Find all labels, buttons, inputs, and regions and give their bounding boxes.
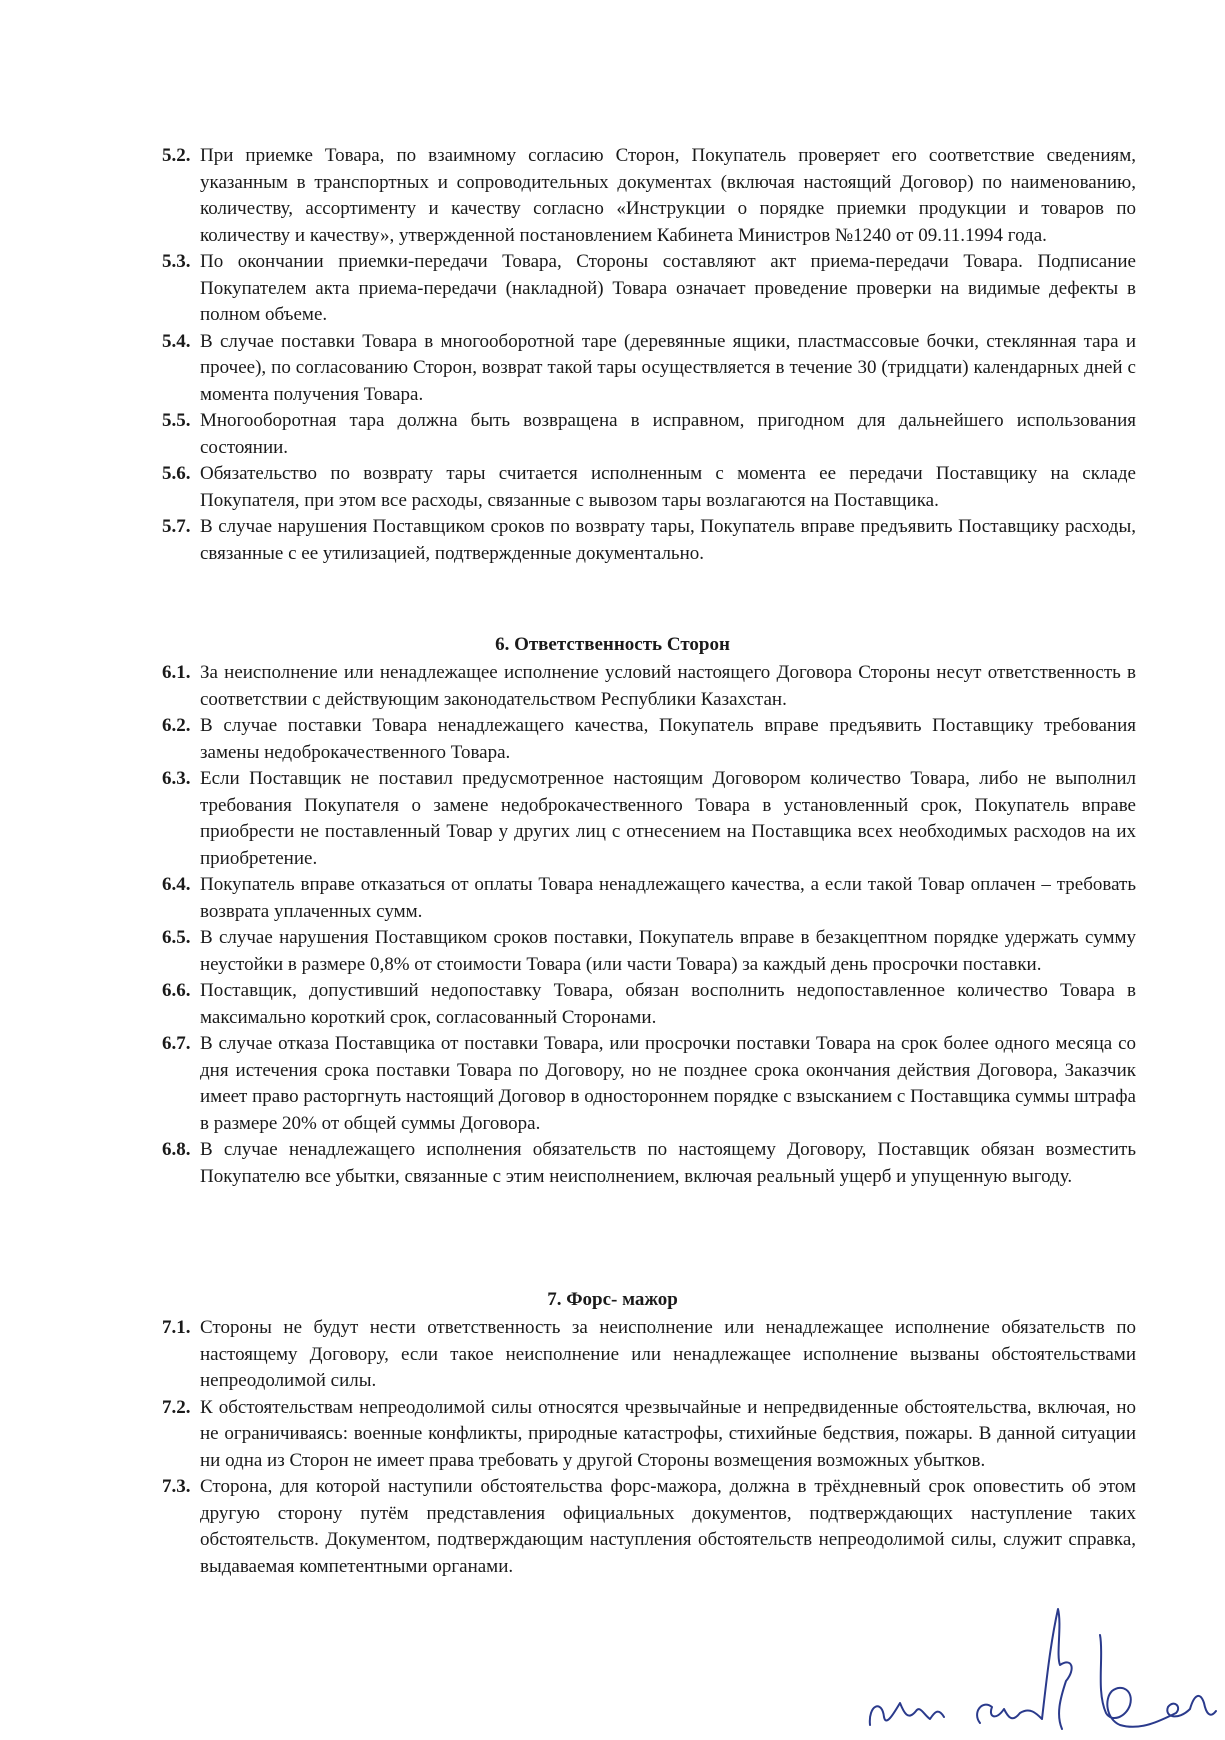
clause-number: 5.5. (162, 410, 191, 431)
clause-text: Поставщик, допустивший недопоставку Товара, обязан восполнить недопоставленное количество Товара в максимально короткий срок, согласованный Сторонами. (200, 980, 1136, 1028)
clause-text: В случае ненадлежащего исполнения обязательств по настоящему Договору, Поставщик обязан возместить Покупателю все убытки, связанные с этим неисполнением, включая реальный ущерб и упущенную выгоду. (200, 1139, 1136, 1187)
clause-number: 6.1. (162, 662, 191, 683)
clause-5-6 (0, 461, 1136, 514)
section-7-heading: 7. Форс- мажор (547, 1289, 678, 1310)
clause-text: При приемке Товара, по взаимному согласию Сторон, Покупатель проверяет его соответствие сведениям, указанным в транспортных и сопроводительных документах (включая настоящий Договор) по наименованию, количеству, ассортименту и качеству согласно «Инструкции о порядке приемки продукции и товаров по количеству и качеству», утвержденной постановлением Кабинета Министров №1240 от 09.11.1994 года. (200, 145, 1136, 246)
clause-6-6 (0, 978, 1136, 1031)
clause-text: В случае поставки Товара ненадлежащего качества, Покупатель вправе предъявить Поставщику требования замены недоброкачественного Товара. (200, 715, 1136, 763)
clause-number: 6.2. (162, 715, 191, 736)
clause-number: 5.6. (162, 463, 191, 484)
clause-text: По окончании приемки-передачи Товара, Стороны составляют акт приема-передачи Товара. Подписание Покупателем акта приема-передачи (накладной) Товара означает проведение проверки на видимые дефекты в полном объеме. (200, 251, 1136, 325)
clause-number: 6.4. (162, 874, 191, 895)
clause-7-3 (0, 1474, 1136, 1580)
clause-6-3 (0, 766, 1136, 872)
clause-number: 7.2. (162, 1396, 191, 1418)
clause-5-7 (0, 514, 1136, 567)
clause-text: Сторона, для которой наступили обстоятельства форс-мажора, должна в трёхдневный срок оповестить об этом другую сторону путём представления официальных документов, подтверждающих наступление таких обстоятельств. Документом, подтверждающим наступления обстоятельств непреодолимой силы, служит справка, выдаваемая компетентными органами. (200, 1476, 1136, 1577)
clause-number: 5.2. (162, 145, 191, 166)
section-6 (0, 660, 1225, 1190)
section-5 (0, 143, 1225, 567)
clause-6-7 (0, 1031, 1136, 1137)
clause-6-1 (0, 660, 1136, 713)
clause-text: Если Поставщик не поставил предусмотренное настоящим Договором количество Товара, либо не выполнил требования Покупателя о замене недоброкачественного Товара в установленный срок, Покупатель вправе приобрести не поставленный Товар у других лиц с отнесением на Поставщика всех необходимых расходов на их приобретение. (200, 768, 1136, 869)
clause-7-1 (0, 1315, 1136, 1395)
clause-text: Многооборотная тара должна быть возвращена в исправном, пригодном для дальнейшего использования состоянии. (200, 410, 1136, 458)
clause-number: 5.7. (162, 516, 191, 537)
clause-text: К обстоятельствам непреодолимой силы относятся чрезвычайные и непредвиденные обстоятельства, включая, но не ограничиваясь: военные конфликты, природные катастрофы, стихийные бедствия, пожары. В данной ситуации ни одна из Сторон не имеет права требовать у другой Стороны возмещения возможных убытков. (200, 1396, 1136, 1471)
signatures-area (860, 1595, 1220, 1735)
clause-number: 6.6. (162, 980, 191, 1001)
clause-6-2 (0, 713, 1136, 766)
clause-number: 6.8. (162, 1139, 191, 1160)
clause-number: 5.4. (162, 330, 191, 352)
clause-number: 6.3. (162, 768, 191, 789)
clause-text: В случае нарушения Поставщиком сроков по возврату тары, Покупатель вправе предъявить Поставщику расходы, связанные с ее утилизацией, подтвержденные документально. (200, 516, 1136, 564)
clause-text: В случае поставки Товара в многооборотной таре (деревянные ящики, пластмассовые бочки, стеклянная тара и прочее), по согласованию Сторон, возврат такой тары осуществляется в течение 30 (тридцати) календарных дней с момента получения Товара. (200, 330, 1136, 405)
signature-3 (1100, 1635, 1216, 1727)
section-6-heading: 6. Ответственность Сторон (495, 634, 730, 655)
clause-6-4 (0, 872, 1136, 925)
clause-text: Покупатель вправе отказаться от оплаты Товара ненадлежащего качества, а если такой Товар оплачен – требовать возврата уплаченных сумм. (200, 874, 1136, 922)
clause-5-5 (0, 408, 1136, 461)
section-7 (0, 1315, 1225, 1580)
clause-5-4 (0, 329, 1136, 409)
signature-2 (977, 1609, 1072, 1729)
clause-5-2 (0, 143, 1136, 249)
clause-text: В случае нарушения Поставщиком сроков поставки, Покупатель вправе в безакцептном порядке удержать сумму неустойки в размере 0,8% от стоимости Товара (или части Товара) за каждый день просрочки поставки. (200, 927, 1136, 975)
clause-number: 6.5. (162, 927, 191, 948)
clause-text: Обязательство по возврату тары считается исполненным с момента ее передачи Поставщику на складе Покупателя, при этом все расходы, связанные с вывозом тары возлагаются на Поставщика. (200, 463, 1136, 511)
clause-6-5 (0, 925, 1136, 978)
signature-1 (870, 1703, 944, 1725)
clause-number: 5.3. (162, 251, 191, 272)
clause-7-2 (0, 1395, 1136, 1475)
clause-text: Стороны не будут нести ответственность за неисполнение или ненадлежащее исполнение обязательств по настоящему Договору, если такое неисполнение или ненадлежащее исполнение вызваны обстоятельствами непреодолимой силы. (200, 1317, 1136, 1391)
clause-5-3 (0, 249, 1136, 329)
clause-number: 7.3. (162, 1476, 191, 1497)
clause-text: За неисполнение или ненадлежащее исполнение условий настоящего Договора Стороны несут ответственность в соответствии с действующим законодательством Республики Казахстан. (200, 662, 1136, 710)
clause-number: 7.1. (162, 1317, 191, 1338)
clause-text: В случае отказа Поставщика от поставки Товара, или просрочки поставки Товара на срок более одного месяца со дня истечения срока поставки Товара по Договору, но не позднее срока окончания действия Договора, Заказчик имеет право расторгнуть настоящий Договор в одностороннем порядке с взысканием с Поставщика суммы штрафа в размере 20% от общей суммы Договора. (200, 1033, 1136, 1134)
clause-6-8 (0, 1137, 1136, 1190)
clause-number: 6.7. (162, 1033, 191, 1054)
